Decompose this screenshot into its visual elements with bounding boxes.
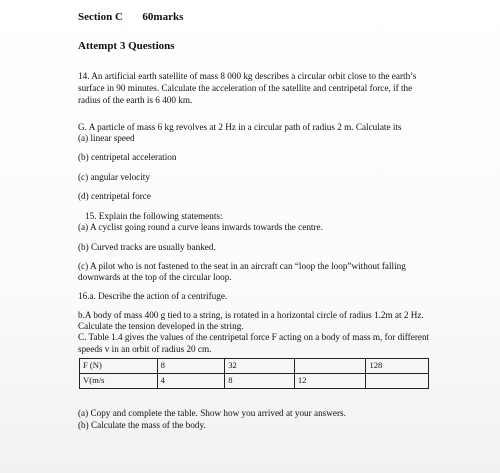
- section-label: Section C: [78, 11, 123, 23]
- task-b: (b) Calculate the mass of the body.: [78, 420, 206, 430]
- q14-line-3: radius of the earth is 6 400 km.: [78, 95, 193, 105]
- q15-part-a: (a) A cyclist going round a curve leans inwards towards the centre.: [78, 222, 323, 232]
- attempt-instruction: Attempt 3 Questions: [78, 40, 175, 52]
- q15-part-c-line-1: (c) A pilot who is not fastened to the seat in an aircraft can “loop the loop”without falling: [78, 261, 406, 271]
- task-a: (a) Copy and complete the table. Show how you arrived at your answers.: [78, 408, 346, 418]
- table-cell: F (N): [80, 359, 158, 374]
- q16-part-c-line-2: speeds v in an orbit of radius 20 cm.: [78, 344, 212, 354]
- q15-part-c-line-2: downwards at the top of the circular loop.: [78, 272, 232, 282]
- qg-line-1: G. A particle of mass 6 kg revolves at 2 Hz in a circular path of radius 2 m. Calculate its: [78, 122, 402, 132]
- qg-part-a: (a) linear speed: [78, 133, 135, 143]
- section-heading: [78, 12, 183, 23]
- force-speed-table: [79, 358, 429, 389]
- q15-part-b: (b) Curved tracks are usually banked.: [78, 242, 216, 252]
- table-cell: 12: [294, 374, 366, 389]
- marks-label: 60marks: [142, 11, 184, 23]
- q14-line-1: 14. An artificial earth satellite of mass 8 000 kg describes a circular orbit close to the earth’s: [78, 71, 417, 81]
- q15-intro: 15. Explain the following statements:: [85, 211, 223, 221]
- qg-part-d: (d) centripetal force: [78, 191, 151, 201]
- table-cell: [366, 374, 429, 389]
- q16-part-a: 16.a. Describe the action of a centrifuge.: [78, 291, 228, 301]
- table-row: [80, 374, 429, 389]
- q16-part-b-line-1: b.A body of mass 400 g tied to a string, is rotated in a horizontal circle of radius 1.2m at 2 Hz.: [78, 310, 424, 320]
- q16-part-c-line-1: C. Table 1.4 gives the values of the centripetal force F acting on a body of mass m, for different: [78, 332, 430, 342]
- table-cell: 4: [157, 374, 225, 389]
- table-cell: 8: [225, 374, 295, 389]
- q16-part-b-line-2: Calculate the tension developed in the string.: [78, 321, 244, 331]
- q14-line-2: surface in 90 minutes. Calculate the acceleration of the satellite and centripetal force, if the: [78, 83, 413, 93]
- table-cell: 8: [157, 359, 225, 374]
- table-cell: [294, 359, 366, 374]
- table-cell: V(m/s: [80, 374, 158, 389]
- table-row: [80, 359, 429, 374]
- table-cell: 128: [366, 359, 429, 374]
- qg-part-b: (b) centripetal acceleration: [78, 152, 177, 162]
- qg-part-c: (c) angular velocity: [78, 172, 150, 182]
- table-cell: 32: [225, 359, 295, 374]
